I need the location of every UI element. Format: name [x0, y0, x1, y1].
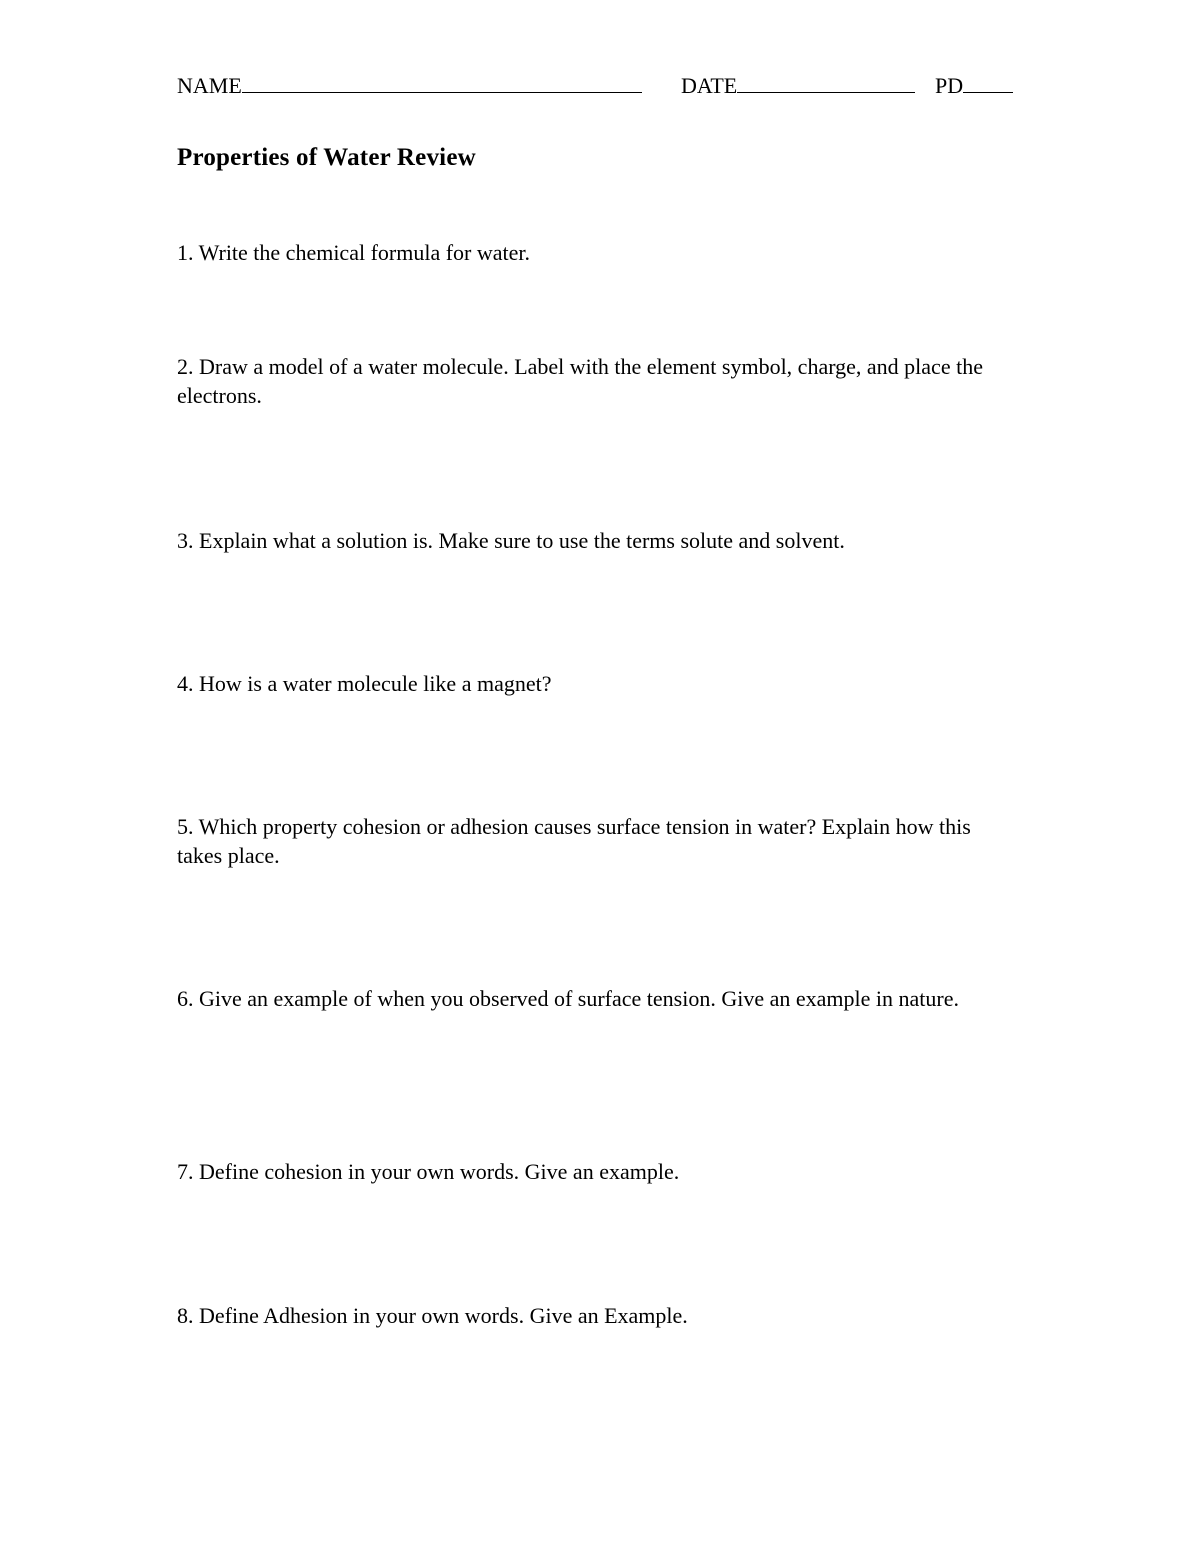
period-field[interactable] [935, 70, 1013, 101]
date-field[interactable] [681, 70, 915, 101]
date-blank-line[interactable] [737, 70, 915, 93]
question-7: 7. Define cohesion in your own words. Give an example. [177, 1159, 680, 1184]
question-4: 4. How is a water molecule like a magnet? [177, 671, 552, 696]
page-title: Properties of Water Review [177, 144, 476, 171]
period-blank-line[interactable] [963, 70, 1013, 93]
question-1: 1. Write the chemical formula for water. [177, 240, 531, 265]
period-label: PD [935, 73, 964, 98]
name-blank-line[interactable] [242, 70, 642, 93]
name-label: NAME [177, 73, 242, 98]
question-5: 5. Which property cohesion or adhesion causes surface tension in water? Explain how this takes place. [177, 814, 971, 868]
question-2: 2. Draw a model of a water molecule. Label with the element symbol, charge, and place the electrons. [177, 354, 983, 408]
name-field[interactable] [177, 70, 642, 101]
date-label: DATE [681, 73, 738, 98]
question-6: 6. Give an example of when you observed of surface tension. Give an example in nature. [177, 986, 959, 1011]
question-3: 3. Explain what a solution is. Make sure to use the terms solute and solvent. [177, 528, 845, 553]
header-row [177, 70, 1017, 100]
question-8: 8. Define Adhesion in your own words. Give an Example. [177, 1303, 688, 1328]
